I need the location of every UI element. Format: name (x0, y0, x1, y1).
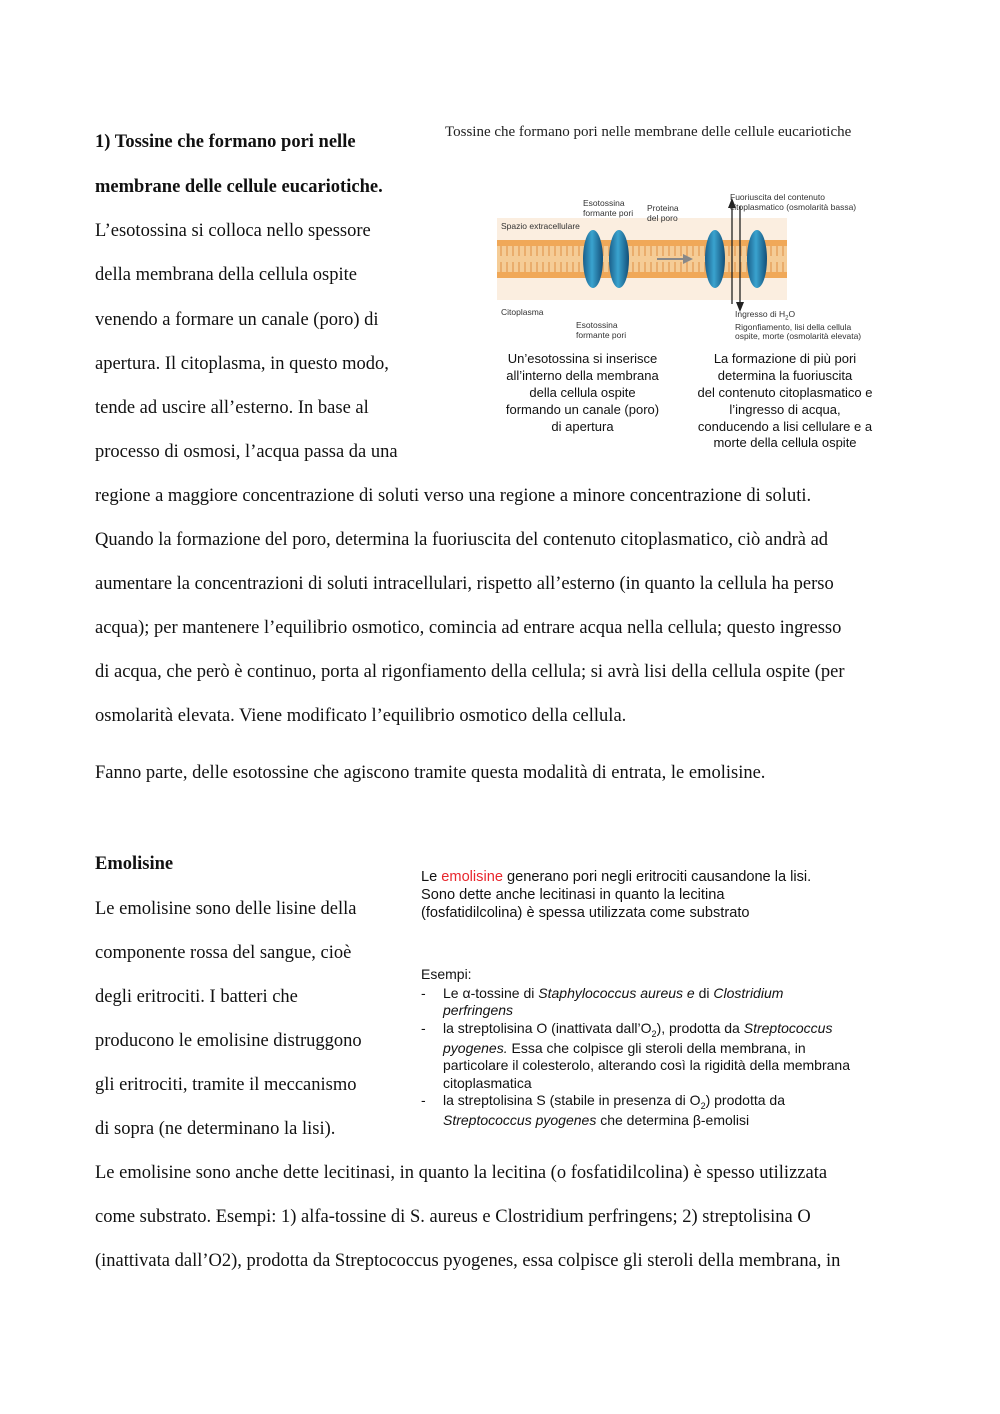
list-item: - la streptolisina S (stabile in presenza di $O_2$) prodotta da Streptococcus pyogenes che determina β-emolisi (421, 1092, 785, 1129)
hemolysin-box-intro: Le emolisine generano pori negli eritrociti causandone la lisi. Sono dette anche lecitinasi in quanto la lecitina (fosfatidilcolina) è spessa utilizzata come substrato (421, 869, 812, 922)
section1-heading-line2: membrane delle cellule eucariotiche. (95, 177, 383, 197)
paragraph-line: acqua); per mantenere l’equilibrio osmotico, comincia ad entrare acqua nella cellula; questo ingresso (95, 618, 842, 638)
caption-left: Un’esotossina si inserisce all’interno della membrana della cellula ospite formando un canale (poro) di apertura (505, 351, 660, 434)
paragraph-line: venendo a formare un canale (poro) di (95, 310, 379, 330)
label-pore-protein: Proteina del poro (647, 203, 679, 223)
paragraph-line: Fanno parte, delle esotossine che agiscono tramite questa modalità di entrata, le emolisine. (95, 763, 766, 783)
paragraph-line: degli eritrociti. I batteri che (95, 987, 298, 1007)
paragraph-line: di sopra (ne determinano la lisi). (95, 1119, 336, 1139)
label-cytoplasm: Citoplasma (501, 307, 544, 317)
paragraph-line: di acqua, che però è continuo, porta al rigonfiamento della cellula; si avrà lisi della cellula ospite (per (95, 662, 845, 682)
paragraph-line: processo di osmosi, l’acqua passa da una (95, 442, 398, 462)
label-outflow: Fuoriuscita del contenuto citoplasmatico (osmolarità bassa) (730, 192, 857, 212)
hemolysin-examples (421, 966, 850, 1130)
paragraph-line: apertura. Il citoplasma, in questo modo, (95, 354, 389, 374)
figure-title: Tossine che formano pori nelle membrane delle cellule eucariotiche (445, 124, 852, 140)
paragraph-line: (inattivata dall’O2), prodotta da Streptococcus pyogenes, essa colpisce gli steroli della membrana, in (95, 1251, 841, 1271)
paragraph-line: Quando la formazione del poro, determina la fuoriuscita del contenuto citoplasmatico, ciò andrà ad (95, 530, 829, 550)
label-water-inflow: Ingresso di $H_2O$ Rigonfiamento, lisi della cellula ospite, morte (osmolarità elevata) (735, 309, 862, 342)
paragraph-line: della membrana della cellula ospite (95, 265, 357, 285)
paragraph-line: gli eritrociti, tramite il meccanismo (95, 1075, 357, 1095)
list-item: - la streptolisina O (inattivata $dall’O_2$), prodotta da Streptococcus pyogenes. Essa che colpisce gli steroli della membrana, in particolare il colesterolo, alterando così la rigidità della membrana citoplasmatica (421, 1019, 850, 1091)
paragraph-line: aumentare la concentrazioni di soluti intracellulari, rispetto all’esterno (in quanto la cellula ha perso (95, 574, 834, 594)
paragraph-line: come substrato. Esempi: 1) alfa-tossine di S. aureus e Clostridium perfringens; 2) streptolisina O (95, 1207, 811, 1227)
paragraph-line: regione a maggiore concentrazione di soluti verso una regione a minore concentrazione di soluti. (95, 486, 812, 506)
paragraph-line: Le emolisine sono anche dette lecitinasi, in quanto la lecitina (o fosfatidilcolina) è spesso utilizzata (95, 1163, 828, 1183)
caption-right: La formazione di più pori determina la fuoriuscita del contenuto citoplasmatico e l’ingresso di acqua, conducendo a lisi cellulare e a morte della cellula ospite (697, 351, 873, 451)
paragraph-line: osmolarità elevata. Viene modificato l’equilibrio osmotico della cellula. (95, 706, 627, 726)
section1-heading-line1: 1) Tossine che formano pori nelle (95, 132, 356, 152)
paragraph-line: Le emolisine sono delle lisine della (95, 899, 357, 919)
paragraph-line: tende ad uscire all’esterno. In base al (95, 398, 369, 418)
label-extracellular: Spazio extracellulare (501, 221, 580, 231)
label-exotoxin-top: Esotossina formante pori (583, 198, 634, 218)
section2-heading: Emolisine (95, 854, 174, 874)
paragraph-line: L’esotossina si colloca nello spessore (95, 221, 371, 241)
examples-title: Esempi: (421, 966, 472, 982)
list-item: - Le α-tossine di Staphylococcus aureus e di Clostridium perfringens (421, 984, 784, 1018)
paragraph-line: producono le emolisine distruggono (95, 1031, 362, 1051)
flow-arrows (720, 196, 750, 316)
pore-toxin-figure (440, 118, 910, 463)
paragraph-line: componente rossa del sangue, cioè (95, 943, 352, 963)
label-exotoxin-bottom: Esotossina formante pori (576, 320, 627, 340)
